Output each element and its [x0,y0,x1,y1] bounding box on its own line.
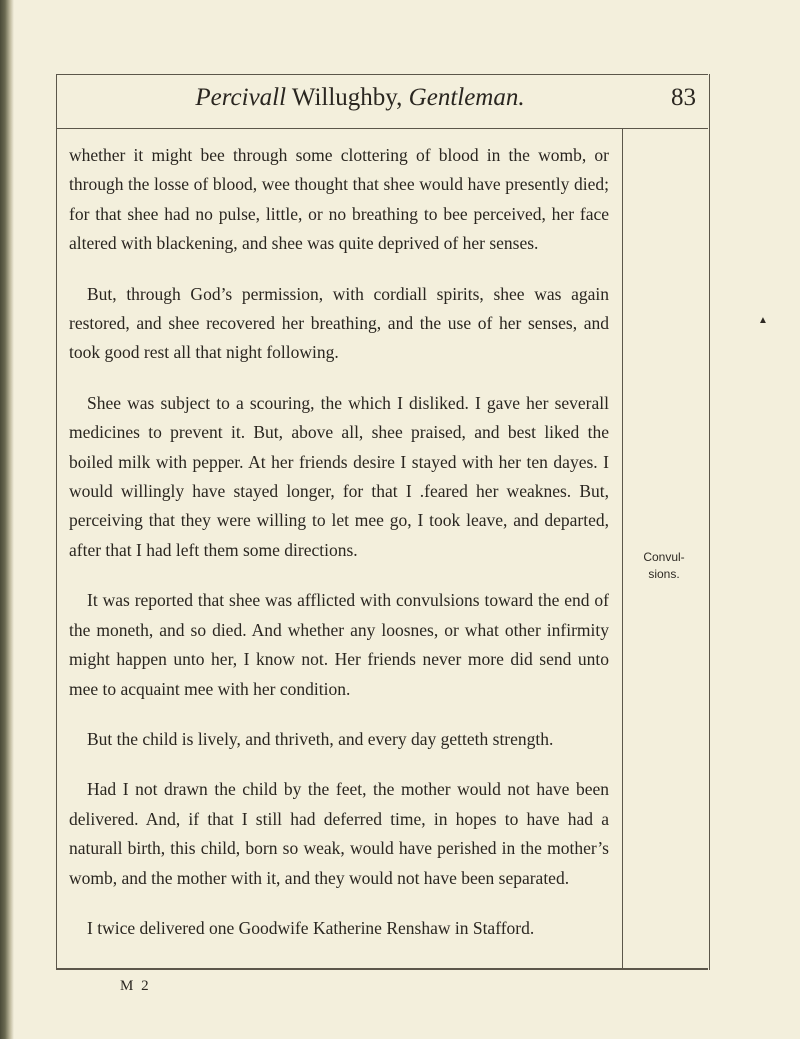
header-rule [56,128,708,129]
bottom-rule [56,968,708,970]
paragraph-7: I twice delivered one Goodwife Katherine Renshaw in Stafford. [87,917,535,938]
body-text [69,141,609,964]
running-head [180,83,540,113]
running-head-title: Gentleman. [408,84,525,111]
paragraph-5: But the child is lively, and thriveth, and every day getteth strength. [87,728,554,749]
page-number: 83 [671,84,696,111]
marginal-note [630,549,698,583]
signature-mark: M 2 [120,978,151,994]
paragraph-4: It was reported that shee was afflicted with convulsions toward the end of the moneth, and so died. And whether any loosnes, or what other infirmity might happen unto her, I know not. Her friends never more did send unto mee to acquaint mee with her condition. [69,590,609,699]
top-rule [56,74,708,75]
paragraph-3: Shee was subject to a scouring, the which I disliked. I gave her severall medicines to prevent it. But, above all, shee praised, and best liked the boiled milk with pepper. At her friends desire I stayed with her ten dayes. I would willingly have stayed longer, for that I .feared her weaknes. But, perceiving that they were willing to let mee go, I took leave, and departed, after that I had left them some directions. [69,392,609,560]
marginal-note-line-1: Convul- [643,550,685,564]
marginal-note-line-2: sions. [648,567,680,581]
running-head-name: Willughby, [286,84,409,111]
running-head-author: Percivall [195,84,287,111]
paragraph-2: But, through God’s permission, with cordiall spirits, shee was again restored, and shee recovered her breathing, and the use of her senses, and took good rest all that night following. [69,283,609,363]
paragraph-6: Had I not drawn the child by the feet, the mother would not have been delivered. And, if that I still had deferred time, in hopes to have had a naturall birth, this child, born so weak, would have perished in the mother’s womb, and the mother with it, and they would not have been separated. [69,779,609,888]
edge-mark-icon: ▲ [758,315,768,326]
margin-rule [622,128,623,968]
paragraph-1: whether it might bee through some clottering of blood in the womb, or through the losse of blood, wee thought that shee would have presently died; for that shee had no pulse, little, or no breathing to bee perceived, her face altered with blackening, and shee was quite deprived of her senses. [69,145,609,254]
page-edge-shadow [0,0,14,1039]
